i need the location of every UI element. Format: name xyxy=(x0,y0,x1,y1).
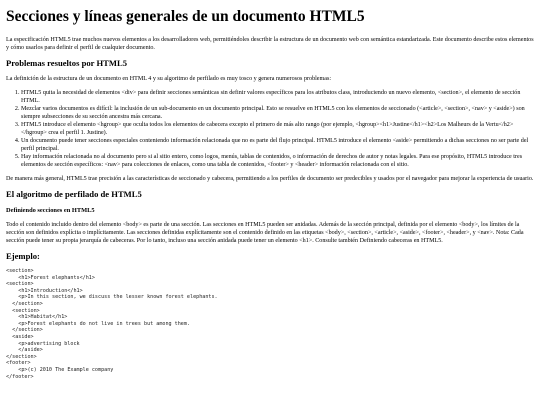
problems-lead-paragraph: La definición de la estructura de un documento en HTML 4 y su algoritmo de perfilado es muy tosco y genera numerosos problemas: xyxy=(6,76,332,82)
example-heading: Ejemplo: xyxy=(6,251,40,261)
section-heading-problems: Problemas resueltos por HTML5 xyxy=(6,58,128,68)
section-heading-algorithm: El algoritmo de perfilado de HTML5 xyxy=(6,189,142,199)
problems-list xyxy=(6,89,534,169)
list-item: 2. Mezclar varios documentos es difícil: la inclusión de un sub-documento en un documento principal. Esto se resuelve en HTML5 con los elementos de seccionado (<article>, <section>, <nav> y <aside>) son siempre subsecciones de su sección ancestra más cercana. xyxy=(21,105,534,121)
defining-sections-paragraph: Todo el contenido incluido dentro del elemento <body> es parte de una sección. Las secciones en HTML5 pueden ser anidadas. Además de la sección principal, definida por el elemento <body>, los límites de la sección son definidos explícita o implícitamente. Las secciones definidas explícitamente son el contenido definido en las etiquetas <body>, <section>, <article>, <aside>, <footer>, <header>, y <nav>. Nota: Cada sección puede tener su propia jerarquía de cabeceras. Por lo tanto, incluso una sección anidada puede tener un elemento <h1>. Consulte también Definiendo cabeceras en HTML5. xyxy=(6,222,524,244)
page-title: Secciones y líneas generales de un documento HTML5 xyxy=(6,8,365,25)
list-item: 3. HTML5 introduce el elemento <hgroup> que oculta todos los elementos de cabecera excepto el primero de más alto rango (por ejemplo, <hgroup><h1>Justine</h1><h2>Los Malheurs de la Vertu</h2></hgroup> crea el perfil 1. Justine). xyxy=(21,121,534,137)
list-item: 4. Un documento puede tener secciones especiales conteniendo información relacionada que no es parte del flujo principal. HTML5 introduce el elemento <aside> permitiendo a dichas secciones no ser parte del perfil principal. xyxy=(21,137,534,153)
problems-outro-paragraph: De manera más general, HTML5 trae precisión a las características de seccionado y cabecera, permitiendo a los perfiles de documento ser predecibles y usados por el navegador para mejorar la experiencia de usuario. xyxy=(6,176,534,182)
intro-paragraph: La especificación HTML5 trae muchos nuevos elementos a los desarrolladores web, permitiéndoles describir la estructura de un documento web con semántica estandarizada. Este documento describe estos elementos y cómo usarlos para definir el perfil de cualquier documento. xyxy=(6,37,534,51)
example-code-block: <section> <h1>Forest elephants</h1> <section> <h1>Introduction</h1> <p>In this section, we discuss the lesser known forest elephants. </section> <section> <h1>Habitat</h1> <p>Forest elephants do not live in trees but among them. </section> <aside> <p>advertising block </aside> </section> <footer> <p>(c) 2010 The Example company </footer> xyxy=(6,268,218,380)
subsection-heading-defining-sections: Definiendo secciones en HTML5 xyxy=(6,207,95,214)
list-item: 5. Hay información relacionada no al documento pero si al sitio entero, como logos, menús, tablas de contenidos, o información de derechos de autor y notas legales. Para ese propósito, HTML5 introduce tres elementos de sección específicos: <nav> para colecciones de enlaces, como una tabla de contenidos, <footer> y <header> información relacionada con el sitio. xyxy=(21,153,534,169)
list-item: 1. HTML5 quita la necesidad de elementos <div> para definir secciones semánticas sin definir valores específicos para los atributos class, introduciendo un nuevo elemento, <section>, el elemento de sección HTML. xyxy=(21,89,534,105)
